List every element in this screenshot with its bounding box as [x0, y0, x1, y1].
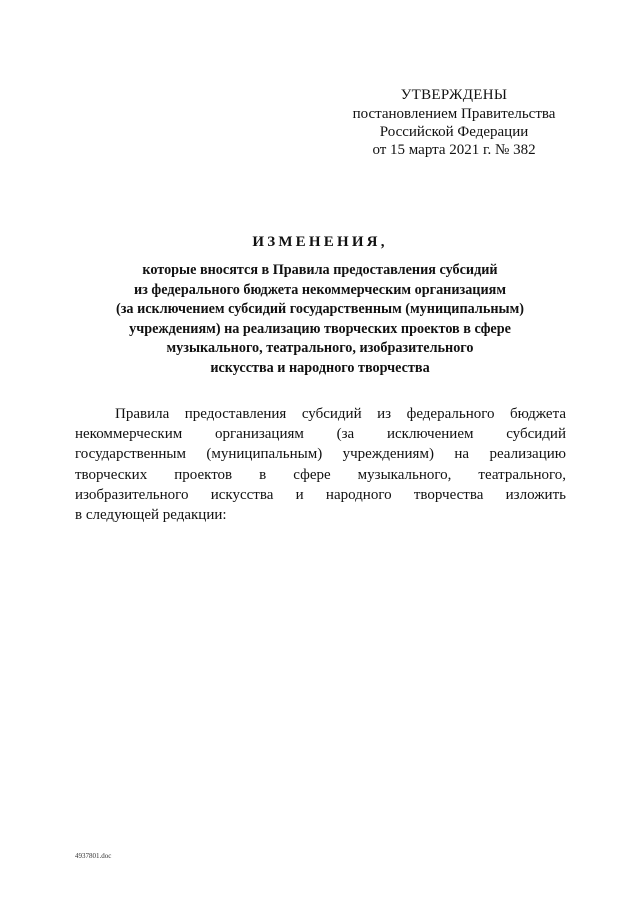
word: на	[454, 446, 470, 463]
word: субсидий	[506, 426, 566, 443]
body-line	[75, 404, 566, 424]
word: музыкального,	[357, 466, 452, 483]
body-line	[75, 465, 566, 485]
word: (муниципальным)	[206, 446, 323, 463]
word: из	[377, 406, 392, 422]
approval-block	[330, 86, 578, 159]
subtitle-line: (за исключением субсидий государственным (муниципальным)	[116, 301, 524, 317]
word: учреждениям)	[342, 446, 434, 463]
approval-approved: УТВЕРЖДЕНЫ	[400, 87, 508, 103]
approval-line: Российской Федерации	[379, 124, 529, 140]
word: творчества	[413, 486, 484, 503]
word: государственным	[75, 446, 186, 463]
subtitle-line: искусства и народного творчества	[210, 359, 430, 376]
document-subtitle	[70, 261, 570, 378]
subtitle-line: из федерального бюджета некоммерческим организациям	[134, 281, 506, 298]
body-paragraph	[75, 404, 566, 525]
word: и	[295, 486, 304, 503]
word: предоставления	[184, 406, 287, 422]
footer-filename: 4937801.doc	[75, 852, 112, 860]
body-line	[75, 505, 566, 525]
word: творческих	[75, 466, 148, 483]
body-line	[75, 485, 566, 505]
word: театрального,	[478, 466, 566, 483]
document-title: ИЗМЕНЕНИЯ,	[252, 234, 388, 250]
word: народного	[325, 486, 392, 503]
word: реализацию	[489, 446, 566, 463]
subtitle-line: учреждениям) на реализацию творческих проектов в сфере	[129, 320, 511, 337]
body-line	[75, 444, 566, 464]
body-line-text: в следующей редакции:	[75, 507, 227, 524]
word: изложить	[505, 486, 566, 503]
word: (за	[336, 426, 355, 443]
subtitle-line: которые вносятся в Правила предоставления субсидий	[142, 262, 498, 278]
approval-date-number: от 15 марта 2021 г. № 382	[372, 142, 536, 158]
word: бюджета	[510, 406, 566, 422]
word: исключением	[386, 426, 474, 443]
approval-line: постановлением Правительства	[352, 106, 556, 122]
word: Правила	[115, 406, 170, 422]
word: в	[259, 466, 267, 483]
word: изобразительного	[75, 486, 189, 503]
word: искусства	[210, 486, 274, 503]
word: проектов	[174, 466, 233, 483]
word: федерального	[406, 406, 495, 422]
body-line	[75, 424, 566, 444]
word: сфере	[293, 466, 331, 483]
word: субсидий	[301, 406, 362, 422]
word: некоммерческим	[75, 426, 183, 443]
word: организациям	[214, 426, 304, 443]
subtitle-line: музыкального, театрального, изобразительного	[166, 340, 474, 356]
